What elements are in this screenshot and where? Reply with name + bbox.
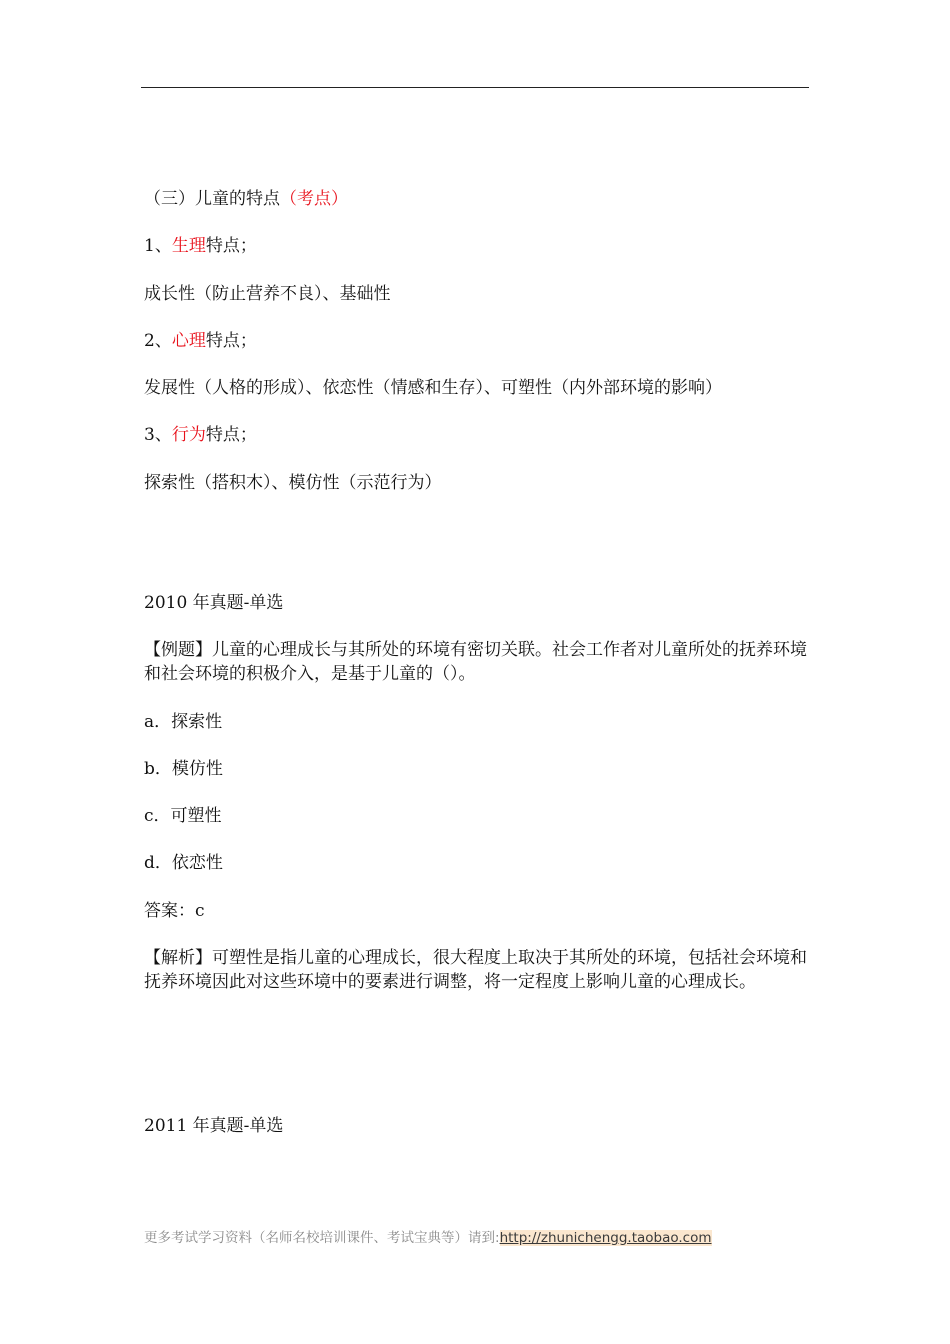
exam-2010-heading: 2010 年真题-单选: [144, 593, 284, 613]
option-a: a．探索性: [144, 712, 223, 732]
exam-2011-heading: 2011 年真题-单选: [144, 1116, 284, 1136]
analysis: 【解析】可塑性是指儿童的心理成长，很大程度上取决于其所处的环境，包括社会环境和抚养环境因此对这些环境中的要素进行调整，将一定程度上影响儿童的心理成长。: [144, 948, 807, 992]
option-c: c．可塑性: [144, 806, 222, 826]
item-suffix: 特点；: [205, 331, 257, 351]
section-title: [144, 187, 348, 211]
item-suffix: 特点；: [205, 236, 257, 256]
item-highlight: 生理: [171, 236, 206, 256]
item-detail-2: 发展性（人格的形成）、依恋性（情感和生存）、可塑性（内外部环境的影响）: [144, 378, 722, 398]
item-heading-2: [144, 329, 257, 353]
exam-2010-question: 【例题】儿童的心理成长与其所处的环境有密切关联。社会工作者对儿童所处的抚养环境和社会环境的积极介入，是基于儿童的（）。: [144, 640, 807, 684]
option-b: b．模仿性: [144, 759, 223, 779]
footer-link[interactable]: http://zhunichengg.taobao.com: [499, 1230, 712, 1246]
option-d: d．依恋性: [144, 853, 223, 873]
item-number: 2、: [144, 331, 172, 351]
item-suffix: 特点；: [205, 425, 257, 445]
section-title-text: （三）儿童的特点: [144, 189, 280, 209]
header-rule: [141, 87, 809, 88]
item-highlight: 心理: [171, 331, 206, 351]
item-detail-1: 成长性（防止营养不良）、基础性: [144, 284, 391, 304]
item-number: 1、: [144, 236, 172, 256]
item-heading-1: [144, 234, 257, 258]
item-highlight: 行为: [171, 425, 206, 445]
footer-text: 更多考试学习资料（名师名校培训课件、考试宝典等）请到:: [144, 1230, 500, 1246]
footer-note: [144, 1226, 712, 1246]
section-title-highlight: （考点）: [280, 189, 348, 209]
answer: 答案：c: [144, 901, 205, 921]
item-heading-3: [144, 423, 257, 447]
item-detail-3: 探索性（搭积木）、模仿性（示范行为）: [144, 473, 442, 493]
item-number: 3、: [144, 425, 172, 445]
